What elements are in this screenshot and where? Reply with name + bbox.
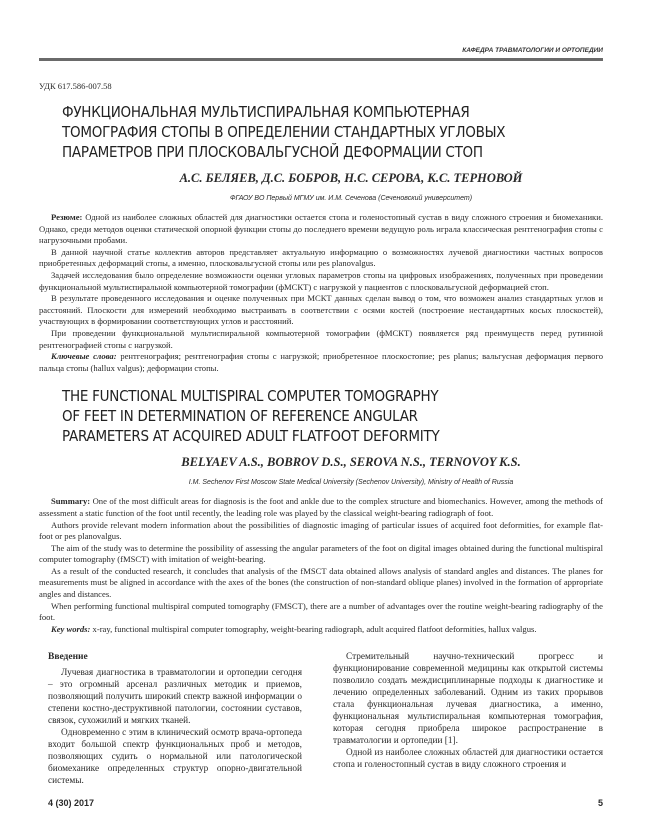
en-keywords-text: x-ray, functional multispiral computer tomography, weight-bearing radiograph, adult acquired flatfoot deformities, hallux valgus. xyxy=(90,623,537,634)
issue-number: 4 (30) 2017 xyxy=(48,798,95,809)
ru-affiliation: ФГАОУ ВО Первый МГМУ им. И.М. Сеченова (Сеченовский университет) xyxy=(229,195,473,202)
en-title xyxy=(62,386,603,446)
en-summary-p: Authors provide relevant modern information about the possibilities of diagnostic imaging of particular issues of acquired foot deformities, for example flat-foot or pes planovalgus. xyxy=(39,519,603,542)
en-abstract xyxy=(39,496,603,635)
udk-code: УДК 617.586-007.58 xyxy=(39,81,112,91)
en-title-line: PARAMETERS AT ACQUIRED ADULT FLATFOOT DEFORMITY xyxy=(62,427,440,446)
ru-keywords xyxy=(39,351,603,374)
ru-summary-p: В результате проведенного исследования и оценке полученных при МСКТ данных сделан вывод о том, что возможен анализ стандартных углов и расстояний. Плоскости для измерений необходимо выстраивать в соответствии с осями костей (построение нестандартных косых плоскостей), участвующих в формировании соответствующих углов и расстояний. xyxy=(39,293,603,327)
en-summary-text: One of the most difficult areas for diagnosis is the foot and ankle due to the complex structure and biomechanics. However, among the methods of assessment a static function of the foot until recently, the leading role was played by the classical weight-bearing radiograph of foot. xyxy=(39,496,603,518)
en-summary-p1 xyxy=(39,496,603,519)
body-right-column xyxy=(333,651,603,787)
en-summary-label: Summary: xyxy=(51,496,91,507)
ru-title-line: ПАРАМЕТРОВ ПРИ ПЛОСКОВАЛЬГУСНОЙ ДЕФОРМАЦИИ СТОП xyxy=(62,143,483,161)
body-columns xyxy=(39,651,603,787)
ru-summary-label: Резюме: xyxy=(51,212,83,222)
en-keywords xyxy=(39,624,603,636)
ru-summary-p: В данной научной статье коллектив авторов представляет актуальную информацию о возможностях лучевой диагностики частных вопросов приобретенных деформаций стопы, а именно, плосковальгусной стопы или pes planovalgus. xyxy=(39,246,603,269)
ru-title xyxy=(62,102,603,162)
ru-summary-p: При проведении функциональной мультиспиральной компьютерной томографии (фМСКТ) появляется ряд преимуществ перед рутинной рентгенографией стопы с нагрузкой. xyxy=(39,327,603,350)
body-paragraph: Одной из наиболее сложных областей для диагностики остается стопа и голеностопный сустав в виду сложного строения и xyxy=(333,748,603,771)
en-keywords-label: Key words: xyxy=(51,623,91,634)
en-authors: BELYAEV A.S., BOBROV D.S., SEROVA N.S., TERNOVOY K.S. xyxy=(181,455,521,470)
body-paragraph: Одновременно с этим в клинический осмотр врача-ортопеда входит большой спектр функциональных проб и методов, позволяющих судить о нормальной или патологической биомеханике определенных структур опорно-двигательной системы. xyxy=(48,728,302,787)
ru-keywords-label: Ключевые слова: xyxy=(51,351,117,362)
ru-keywords-text: рентгенография; рентгенография стопы с нагрузкой; приобретенное плоскостопие; pes planus; вальгусная деформация первого пальца стопы (hallux valgus); деформации стопы. xyxy=(39,351,603,373)
body-paragraph: Стремительный научно-технический прогресс и функционирование современной медицины как открытой системы позволило создать междисциплинарные подходы к диагностике и лечению определенных заболеваний. Одним из таких прорывов стала функциональная лучевая диагностика, а именно, функциональная мультиспиральная компьютерная томография, которая сегодня приобрела широкое распространение в травматологии и ортопедии [1]. xyxy=(333,652,603,747)
ru-summary-p1 xyxy=(39,212,603,247)
page-footer xyxy=(39,797,603,809)
en-title-line: THE FUNCTIONAL MULTISPIRAL COMPUTER TOMOGRAPHY xyxy=(62,387,439,406)
ru-abstract xyxy=(39,212,603,374)
ru-summary-text: Одной из наиболее сложных областей для диагностики остается стопа и голеностопный сустав в виду сложного строения и биомеханики. Однако, среди методов оценки статической опорной функции стопы до последнего времени ведущую роль играла классическая рентгенография стопы с нагрузочными пробами. xyxy=(39,212,603,246)
ru-authors: А.С. БЕЛЯЕВ, Д.С. БОБРОВ, Н.С. СЕРОВА, К.С. ТЕРНОВОЙ xyxy=(179,171,523,185)
en-summary-p: The aim of the study was to determine the possibility of assessing the angular parameters of the foot on digital images obtained during the functional multispiral computer tomography (fMSCT) with imitation of weight-bearing. xyxy=(39,542,603,565)
ru-title-line: ФУНКЦИОНАЛЬНАЯ МУЛЬТИСПИРАЛЬНАЯ КОМПЬЮТЕРНАЯ xyxy=(62,103,470,121)
ru-title-line: ТОМОГРАФИЯ СТОПЫ В ОПРЕДЕЛЕНИИ СТАНДАРТНЫХ УГЛОВЫХ xyxy=(62,123,506,141)
en-title-line: OF FEET IN DETERMINATION OF REFERENCE ANGULAR xyxy=(62,407,418,426)
running-header: КАФЕДРА ТРАВМАТОЛОГИИ И ОРТОПЕДИИ xyxy=(462,47,603,54)
body-left-column xyxy=(48,651,302,787)
en-summary-p: When performing functional multispiral computed tomography (FMSCT), there are a number of advantages over the routine weight-bearing radiography of the foot. xyxy=(39,600,603,623)
page-number: 5 xyxy=(597,798,603,809)
en-affiliation: I.M. Sechenov First Moscow State Medical University (Sechenov University), Ministry of Health of Russia xyxy=(188,479,514,487)
en-summary-p: As a result of the conducted research, it concludes that analysis of the fMSCT data obtained allows analysis of standard angles and distances. The planes for measurements must be aligned in accordance with the axes of the bones (the construction of non-standard oblique planes) involved in the formation of appropriate angles and distances. xyxy=(39,565,603,600)
ru-summary-p: Задачей исследования было определение возможности оценки угловых параметров стопы на цифровых изображениях, полученных при проведении функциональной мультиспиральной компьютерной томографии (фМСКТ) с нагрузкой у пациентов с плосковальгусной деформацией стоп. xyxy=(39,269,603,292)
body-paragraph: Лучевая диагностика в травматологии и ортопедии сегодня – это огромный арсенал различных методик и приемов, позволяющий получить широкий спектр важной информации о степени костно-деструктивной патологии, состоянии суставов, связок, сухожилий и мягких тканей. xyxy=(48,668,302,727)
header-rule xyxy=(39,58,603,61)
section-heading: Введение xyxy=(48,652,88,663)
